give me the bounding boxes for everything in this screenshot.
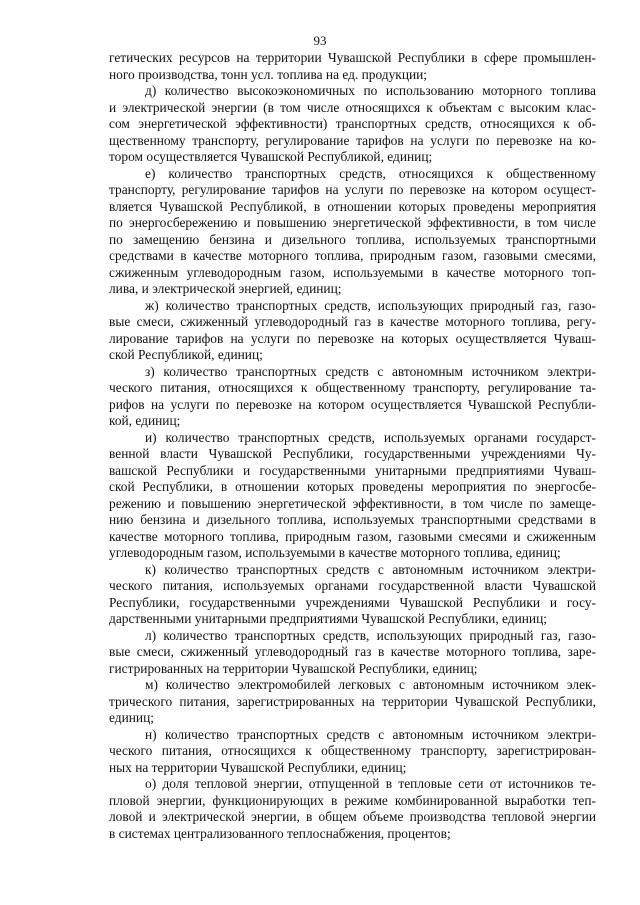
text-line: щественному транспорту, регулирование тарифов на услуги по перевозке на ко- (109, 132, 596, 148)
text-line: дарственными унитарными предприятиями Чувашской Республики, единиц; (109, 611, 547, 626)
text-line: гистрированных на территории Чувашской Республики, единиц; (109, 660, 478, 676)
text-line: ской Республикой, единиц; (109, 347, 263, 362)
text-line: ного производства, тонн усл. топлива на ед. продукции; (109, 66, 428, 82)
paragraph-item-n (109, 727, 596, 777)
text-line: в системах централизованного теплоснабжения, процентов; (109, 825, 451, 841)
text-line: трического питания, зарегистрированных на территории Чувашской Республики, (109, 693, 596, 709)
text-line: вые смеси, сжиженный углеводородный газ в качестве моторного топлива, заре- (109, 644, 596, 659)
text-line: о) доля тепловой энергии, отпущенной в тепловые сети от источников те- (145, 776, 596, 791)
text-line: ж) количество транспортных средств, использующих природный газ, газо- (145, 297, 596, 313)
text-line: тором осуществляется Чувашской Республикой, единиц; (109, 149, 433, 164)
text-line: ных на территории Чувашской Республики, единиц; (109, 759, 407, 775)
paragraph-item-m (109, 677, 596, 727)
paragraph-continued (109, 50, 596, 83)
text-line: сом энергетической эффективности) транспортных средств, относящихся к об- (109, 116, 596, 131)
paragraph-item-d (109, 83, 596, 166)
paragraph-item-o (109, 776, 596, 842)
text-line: ческого питания, относящихся к общественному транспорту, зарегистрирован- (109, 743, 596, 758)
page-number: 93 (313, 33, 327, 48)
text-line: ческого питания, относящихся к общественному транспорту, регулирование та- (109, 380, 596, 395)
text-line: лирование тарифов на услуги по перевозке на которых осуществляется Чуваш- (109, 330, 596, 346)
text-line: режению и повышению энергетической эффективности, в том числе по замеще- (109, 495, 596, 511)
text-line: е) количество транспортных средств, относящихся к общественному (145, 165, 596, 181)
text-line: венной власти Чувашской Республики, государственными учреждениями Чу- (109, 446, 596, 461)
paragraph-item-e (109, 166, 596, 298)
paragraph-item-k (109, 562, 596, 628)
text-line: нию бензина и дизельного топлива, используемых транспортными средствами в (109, 512, 596, 527)
text-line: ческого питания, используемых органами государственной власти Чувашской (109, 578, 596, 593)
text-line: пловой энергии, функционирующих в режиме комбинированной выработки теп- (109, 792, 596, 808)
text-line: к) количество транспортных средств с автономным источником электри- (145, 561, 596, 577)
paragraph-item-zh (109, 298, 596, 364)
text-line: вашской Республики и государственными унитарными предприятиями Чуваш- (109, 462, 596, 478)
text-line: лива, и электрической энергией, единиц; (109, 281, 342, 296)
text-line: и) количество транспортных средств, используемых органами государст- (145, 429, 596, 445)
text-line: качестве моторного топлива, природным газом, газовыми смесями и сжиженным (109, 528, 596, 544)
text-line: д) количество высокоэкономичных по использованию моторного топлива (145, 83, 596, 98)
paragraph-item-z (109, 364, 596, 430)
text-line: рифов на услуги по перевозке на котором осуществляется Чувашской Республи- (109, 396, 596, 412)
text-line: сжиженным углеводородным газом, используемыми в качестве моторного топ- (109, 264, 596, 280)
text-line: по энергосбережению и повышению энергетической эффективности, в том числе (109, 215, 596, 230)
paragraph-item-l (109, 628, 596, 678)
paragraph-item-i (109, 430, 596, 562)
text-line: Республики, государственными учреждениями Чувашской Республики и госу- (109, 594, 596, 610)
text-line: средствами в качестве моторного топлива, природным газом, газовыми смесями, (109, 248, 596, 263)
text-line: углеводородным газом, используемыми в качестве моторного топлива, единиц; (109, 545, 561, 560)
text-line: м) количество электромобилей легковых с автономным источником элек- (145, 677, 596, 692)
text-line: транспорту, регулирование тарифов на услуги по перевозке на котором осущест- (109, 182, 596, 197)
text-line: н) количество транспортных средств с автономным источником электри- (145, 726, 596, 742)
text-line: л) количество транспортных средств, использующих природный газ, газо- (145, 627, 596, 643)
text-line: вые смеси, сжиженный углеводородный газ в качестве моторного топлива, регу- (109, 314, 596, 329)
text-line: по замещению бензина и дизельного топлива, используемых транспортными (109, 231, 596, 247)
text-line: з) количество транспортных средств с автономным источником электри- (145, 363, 596, 379)
document-body (109, 50, 596, 842)
text-line: и электрической энергии (в том числе относящихся к объектам с высоким клас- (109, 99, 596, 115)
text-line: ской Республики, в отношении которых проведены мероприятия по энергосбе- (109, 479, 596, 494)
text-line: кой, единиц; (109, 413, 181, 428)
text-line: гетических ресурсов на территории Чувашской Республики в сфере промышлен- (109, 50, 596, 65)
text-line: ловой и электрической энергии, в общем объеме производства тепловой энергии (109, 809, 596, 824)
text-line: единиц; (109, 710, 154, 725)
text-line: вляется Чувашской Республикой, в отношении которых проведены мероприятия (109, 198, 596, 214)
